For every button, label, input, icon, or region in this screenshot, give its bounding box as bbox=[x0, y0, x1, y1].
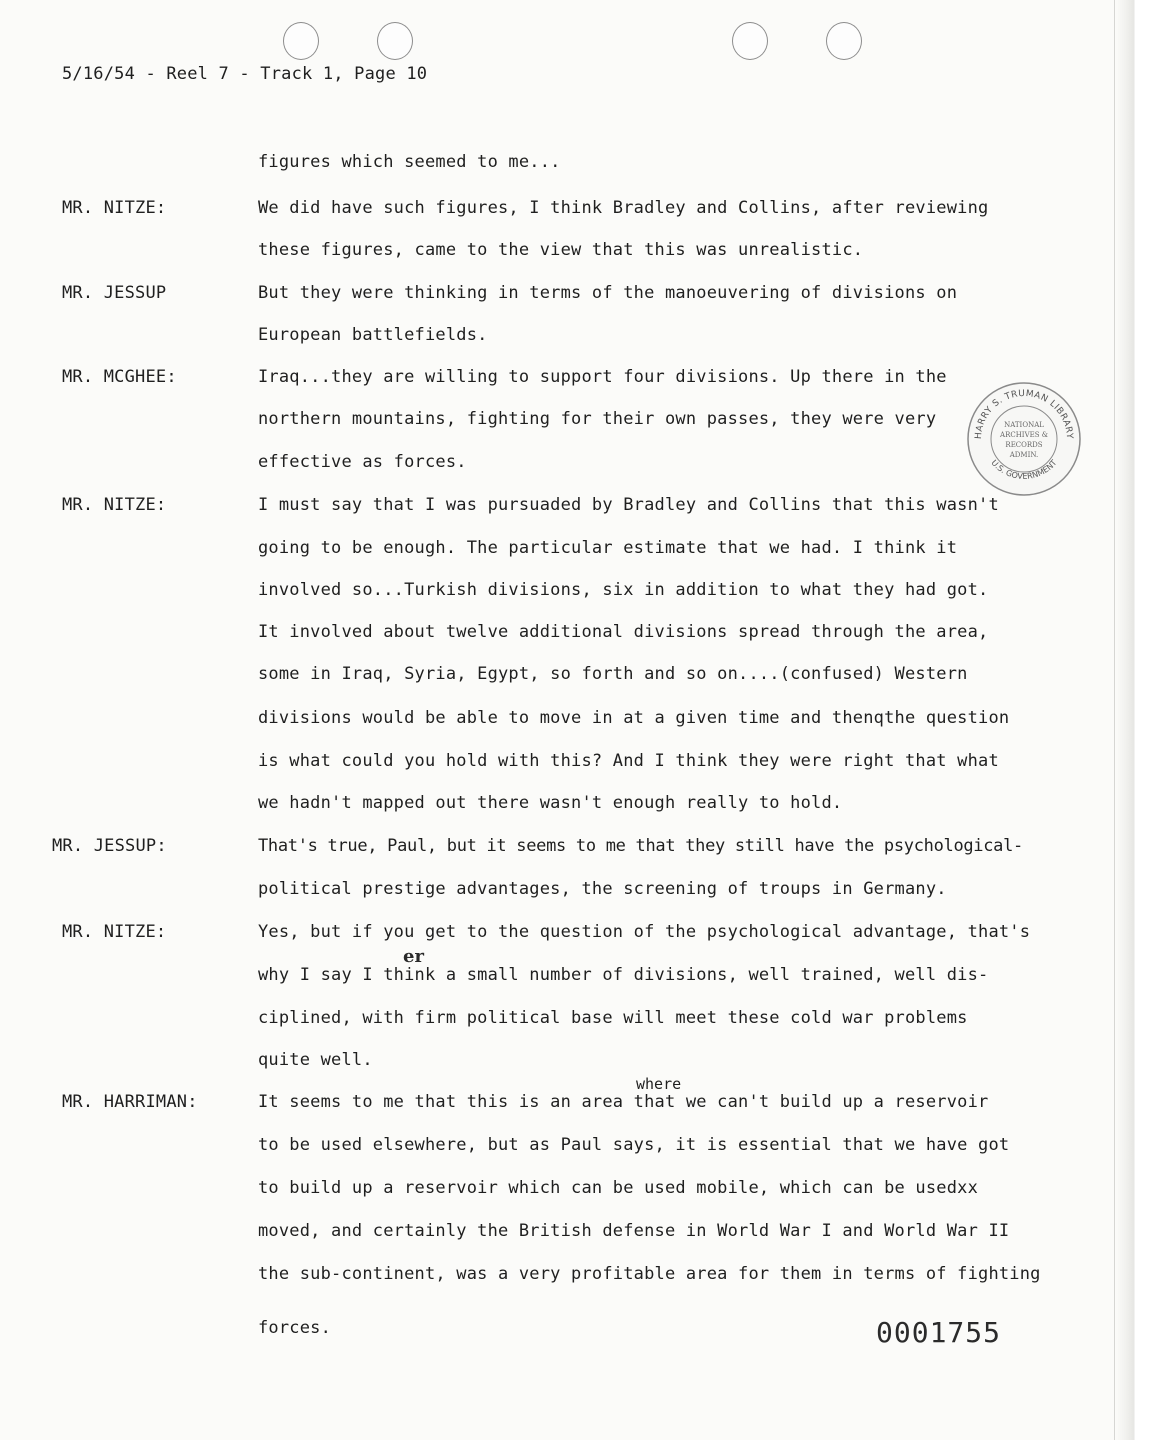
dialogue-line: It involved about twelve additional divisions spread through the area, bbox=[258, 622, 989, 642]
stamp-center-line: ARCHIVES & bbox=[1000, 431, 1048, 439]
dialogue-line: involved so...Turkish divisions, six in addition to what they had got. bbox=[258, 580, 989, 600]
typed-insert-where: where bbox=[636, 1075, 682, 1093]
dialogue-line: northern mountains, fighting for their own passes, they were very bbox=[258, 409, 937, 429]
dialogue-line: is what could you hold with this? And I think they were right that what bbox=[258, 751, 999, 771]
dialogue-line: effective as forces. bbox=[258, 452, 467, 472]
dialogue-line: It seems to me that this is an area that we can't build up a reservoir bbox=[258, 1092, 989, 1112]
dialogue-line: to build up a reservoir which can be used mobile, which can be usedxx bbox=[258, 1178, 979, 1198]
stamp-ring-text: HARRY S. TRUMAN LIBRARY bbox=[973, 388, 1075, 440]
dialogue-line: quite well. bbox=[258, 1050, 373, 1070]
dialogue-line: the sub-continent, was a very profitable area for them in terms of fighting bbox=[258, 1264, 1041, 1284]
dialogue-line: going to be enough. The particular estimate that we had. I think it bbox=[258, 538, 958, 558]
handwritten-insert-er: er bbox=[403, 946, 424, 967]
dialogue-line: to be used elsewhere, but as Paul says, it is essential that we have got bbox=[258, 1135, 1010, 1155]
stamp-center-line: NATIONAL bbox=[1004, 421, 1044, 429]
dialogue-line: forces. bbox=[258, 1318, 332, 1338]
stamp-center-line: ADMIN. bbox=[1009, 451, 1039, 459]
dialogue-line: why I say I think a small number of divisions, well trained, well dis- bbox=[258, 965, 989, 985]
dialogue-line: we hadn't mapped out there wasn't enough really to hold. bbox=[258, 793, 843, 813]
stamp-ring-text-bottom: U.S. GOVERNMENT bbox=[989, 458, 1059, 481]
speaker-label: MR. NITZE: bbox=[62, 922, 167, 942]
speaker-label: MR. HARRIMAN: bbox=[62, 1092, 198, 1112]
stamp-center-line: RECORDS bbox=[1005, 441, 1043, 449]
dialogue-line: moved, and certainly the British defense in World War I and World War II bbox=[258, 1221, 1010, 1241]
dialogue-line: some in Iraq, Syria, Egypt, so forth and so on....(confused) Western bbox=[258, 664, 968, 684]
speaker-label: MR. JESSUP: bbox=[52, 836, 167, 856]
dialogue-line: Yes, but if you get to the question of the psychological advantage, that's bbox=[258, 922, 1031, 942]
punch-hole bbox=[826, 22, 862, 60]
punch-hole bbox=[377, 22, 413, 60]
dialogue-line: European battlefields. bbox=[258, 325, 488, 345]
dialogue-line: But they were thinking in terms of the manoeuvering of divisions on bbox=[258, 283, 958, 303]
dialogue-line: these figures, came to the view that this was unrealistic. bbox=[258, 240, 864, 260]
page-edge-margin bbox=[1116, 0, 1152, 1440]
dialogue-line: ciplined, with firm political base will meet these cold war problems bbox=[258, 1008, 968, 1028]
dialogue-line: That's true, Paul, but it seems to me that they still have the psychological- bbox=[258, 836, 1023, 856]
punch-hole bbox=[732, 22, 768, 60]
dialogue-line: Iraq...they are willing to support four divisions. Up there in the bbox=[258, 367, 947, 387]
speaker-label: MR. JESSUP bbox=[62, 283, 167, 303]
document-number: 0001755 bbox=[876, 1316, 1002, 1349]
dialogue-line: political prestige advantages, the screening of troups in Germany. bbox=[258, 879, 947, 899]
page-edge bbox=[1114, 0, 1115, 1440]
dialogue-line: divisions would be able to move in at a given time and thenqthe question bbox=[258, 708, 1010, 728]
speaker-label: MR. NITZE: bbox=[62, 495, 167, 515]
archive-stamp bbox=[965, 380, 1083, 498]
dialogue-line: figures which seemed to me... bbox=[258, 152, 561, 172]
dialogue-line: We did have such figures, I think Bradley and Collins, after reviewing bbox=[258, 198, 989, 218]
punch-hole bbox=[283, 22, 319, 60]
page-header: 5/16/54 - Reel 7 - Track 1, Page 10 bbox=[62, 64, 428, 84]
speaker-label: MR. MCGHEE: bbox=[62, 367, 177, 387]
speaker-label: MR. NITZE: bbox=[62, 198, 167, 218]
dialogue-line: I must say that I was pursuaded by Bradley and Collins that this wasn't bbox=[258, 495, 999, 515]
